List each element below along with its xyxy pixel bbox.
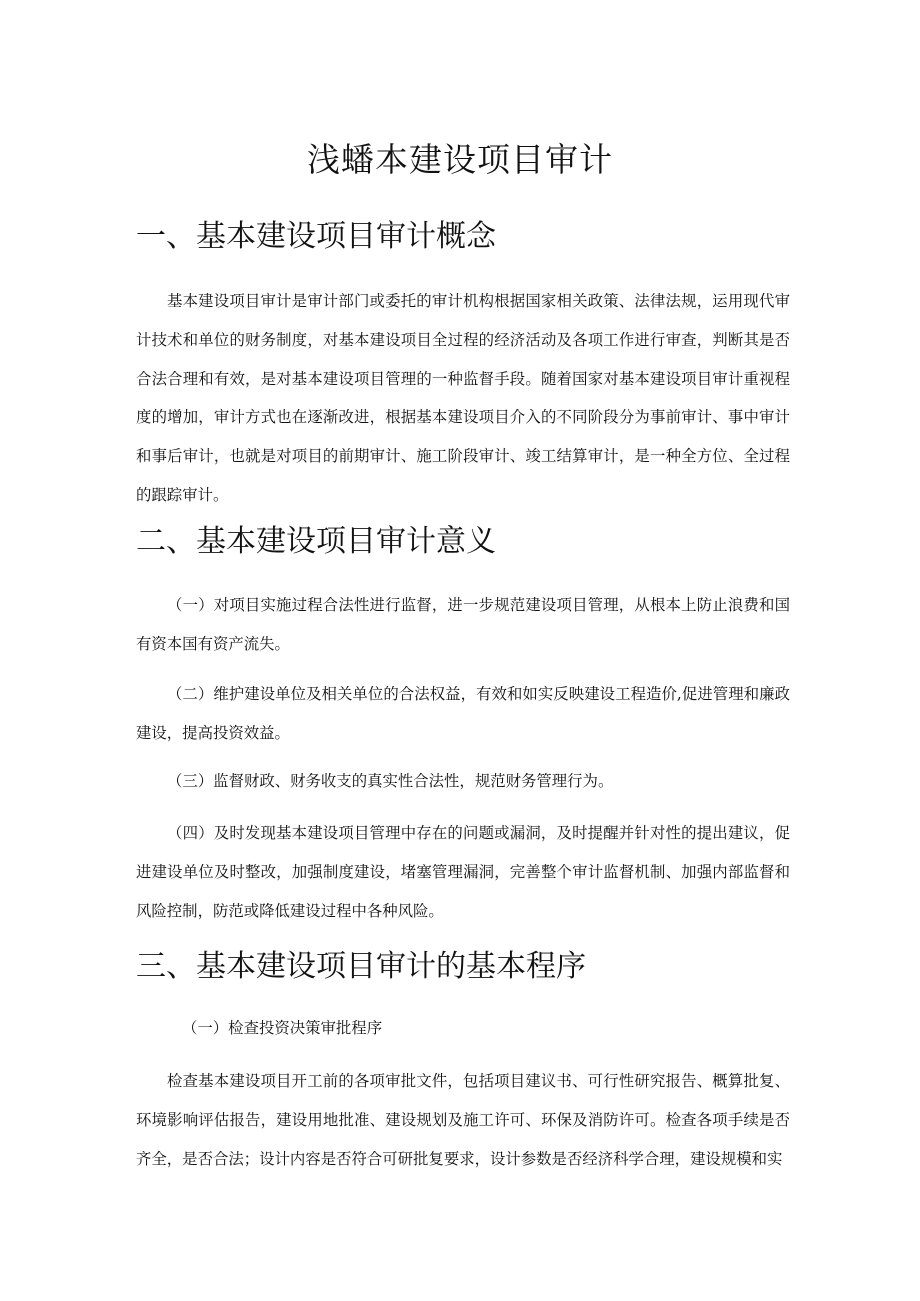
section-2-item-3: （三）监督财政、财务收支的真实性合法性，规范财务管理行为。: [167, 772, 614, 790]
section-2-heading: 二、基本建设项目审计意义: [136, 524, 496, 559]
section-3-paragraph: 检查基本建设项目开工前的各项审批文件，包括项目建议书、可行性研究报告、概算批复、环境影响评估报告，建设用地批准、建设规划及施工许可、环保及消防许可。检查各项手续是否齐全，是否合法；设计内容是否符合可研批复要求，设计参数是否经济科学合理，建设规模和实: [136, 1072, 790, 1168]
document-title: 浅蟠本建设项目审计: [307, 140, 613, 179]
section-2-item-4: （四）及时发现基本建设项目管理中存在的问题或漏洞，及时提醒并针对性的提出建议，促进建设单位及时整改，加强制度建设，堵塞管理漏洞，完善整个审计监督机制、加强内部监督和风险控制，防范或降低建设过程中各种风险。: [136, 824, 790, 920]
section-2-item-2: （二）维护建设单位及相关单位的合法权益，有效和如实反映建设工程造价,促进管理和廉政建设，提高投资效益。: [136, 685, 790, 742]
section-3-heading: 三、基本建设项目审计的基本程序: [136, 949, 586, 984]
section-1-paragraph: 基本建设项目审计是审计部门或委托的审计机构根据国家相关政策、法律法规，运用现代审计技术和单位的财务制度，对基本建设项目全过程的经济活动及各项工作进行审查，判断其是否合法合理和有效，是对基本建设项目管理的一种监督手段。随着国家对基本建设项目审计重视程度的增加，审计方式也在逐渐改进，根据基本建设项目介入的不同阶段分为事前审计、事中审计和事后审计，也就是对项目的前期审计、施工阶段审计、竣工结算审计，是一种全方位、全过程的跟踪审计。: [136, 292, 790, 504]
section-3-subheading: （一）检查投资决策审批程序: [182, 1019, 383, 1037]
section-1-heading: 一、基本建设项目审计概念: [136, 219, 496, 254]
section-2-item-1: （一）对项目实施过程合法性进行监督，进一步规范建设项目管理，从根本上防止浪费和国有资本国有资产流失。: [136, 596, 790, 653]
